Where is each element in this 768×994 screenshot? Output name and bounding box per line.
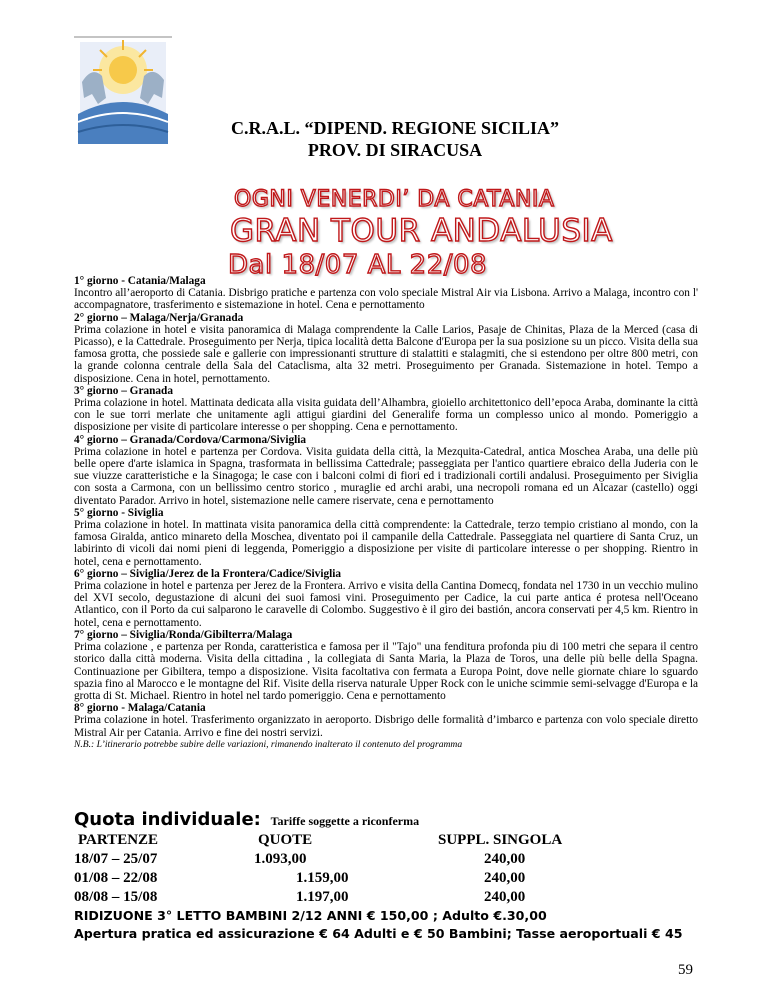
quota-value: 1.093,00 xyxy=(254,851,307,867)
pricing-section xyxy=(74,810,714,943)
page-number: 59 xyxy=(678,962,693,978)
day-description: Prima colazione in hotel. In mattinata visita panoramica della città comprendente: la Cattedrale, terzo tempio cristiano al mondo, con la famosa Giralda, antico minareto della Moschea, diventato poi il campanile della Cattedrale. Passeggiata nel quartiere di Santa Cruz, un labirinto di vicoli dai nomi pieni di leggenda, Pomeriggio a disposizione per visite di particolare interesse o per shopping. Rientro in hotel, cena e pernottamento. xyxy=(74,519,698,568)
day-heading: 8° giorno - Malaga/Catania xyxy=(74,702,206,715)
day-description: Incontro all’aeroporto di Catania. Disbrigo pratiche e partenza con volo speciale Mistral Air via Lisbona. Arrivo a Malaga, incontro con l' accompagnatore, trasferimento e sistemazione in hotel. Cena e pernottamento xyxy=(74,287,698,312)
pricing-row xyxy=(74,888,714,907)
day-heading: 3° giorno – Granada xyxy=(74,384,173,397)
day-description: Prima colazione in hotel. Trasferimento organizzato in aeroporto. Disbrigo delle formalità d’imbarco e partenza con volo speciale diretto Mistral Air per Catania. Arrivo e fine dei nostri servizi. xyxy=(74,714,698,739)
pricing-row xyxy=(74,869,714,888)
pricing-title: Quota individuale: xyxy=(74,809,261,830)
col-quote: QUOTE xyxy=(258,832,313,848)
day-heading: 5° giorno - Siviglia xyxy=(74,506,164,519)
pricing-row xyxy=(74,850,714,869)
quota-value: 1.159,00 xyxy=(296,870,349,886)
col-partenze: PARTENZE xyxy=(78,832,159,848)
suppl-value: 240,00 xyxy=(484,889,526,905)
pricing-subtitle: Tariffe soggette a riconferma xyxy=(270,814,420,828)
departure-dates: 01/08 – 22/08 xyxy=(74,870,158,886)
day-heading: 4° giorno – Granada/Cordova/Carmona/Siviglia xyxy=(74,433,307,446)
day-description: Prima colazione in hotel e partenza per Jerez de la Frontera. Arrivo e visita della Cantina Domecq, fondata nel 1730 in un vecchio mulino del XVI secolo, degustazione di alcuni dei suoi famosi vini. Proseguimento per Cadice, la cui parte antica é protesa nell'Oceano Atlantico, con il Porto da cui salparono le caravelle di Colombo. Suggestivo è il giro dei bastión, ancora conservati per 4,5 km. Rientro in hotel, cena e pernottamento. xyxy=(74,580,698,629)
day-description: Prima colazione in hotel e partenza per Cordova. Visita guidata della città, la Mezquita-Catedral, antica Moschea Araba, una delle più belle opere d'arte islamica in Spagna, trasformata in bellissima Cattedrale; passeggiata per l'antico quartiere ebraico della Juderia con le sue viuzze caratteristiche e la Sinagoga; le case con i balconi colmi di fiori ed i tradizionali cortili andalusi. Proseguimento per Siviglia con sosta a Carmona, con un bellissimo centro storico , muraglie ed archi arabi, una necropoli romana ed un Alcazar (castello) oggi diventato Parador. Arrivo in hotel, sistemazione nelle camere riservate, cena e pernottamento xyxy=(74,445,698,507)
org-name: C.R.A.L. “DIPEND. REGIONE SICILIA” xyxy=(230,118,560,138)
col-suppl-singola: SUPPL. SINGOLA xyxy=(438,832,563,848)
day-heading: 1° giorno - Catania/Malaga xyxy=(74,275,206,287)
departure-heading: OGNI VENERDI’ DA CATANIA xyxy=(234,187,555,212)
date-range-heading: Dal 18/07 AL 22/08 xyxy=(228,250,488,280)
suppl-value: 240,00 xyxy=(484,870,526,886)
departure-dates: 18/07 – 25/07 xyxy=(74,851,158,867)
day-description: Prima colazione in hotel e visita panoramica di Malaga comprendente la Calle Larios, Pasaje de Chinitas, Plaza de la Merced (casa di Picasso), e la Cattedrale. Proseguimento per Nerja, tipica località detta Balcone d'Europa per la sua posizione su un picco. Visita della sua famosa grotta, che possiede sale e gallerie con impressionanti strutture di stalattiti e stalagmiti, che si estendono per oltre 800 metri, con la grande colonna centrale della Sala del Cataclisma, alta 32 metri. Proseguimento per Granada. Sistemazione in hotel. Tempo a disposizione. Cena in hotel, pernottamento. xyxy=(74,323,698,385)
tour-title: GRAN TOUR ANDALUSIA xyxy=(230,213,613,249)
quota-value: 1.197,00 xyxy=(296,889,349,905)
day-heading: 7° giorno – Siviglia/Ronda/Gibilterra/Malaga xyxy=(74,628,293,641)
suppl-value: 240,00 xyxy=(484,851,526,867)
pricing-header-row xyxy=(74,831,714,850)
itinerary-note: N.B.: L’itinerario potrebbe subire delle variazioni, rimanendo inalterato il contenuto del programma xyxy=(74,738,463,750)
departure-dates: 08/08 – 15/08 xyxy=(74,889,158,905)
day-description: Prima colazione , e partenza per Ronda, caratteristica e famosa per il "Tajo" una fenditura profonda piu di 100 metri che separa il centro storico dalla città moderna. Visita della cittadina , la collegiata di Santa Maria, la Plaza de Toros, una delle più belle della Spagna. Continuazione per Gibiltera, tempo a disposizione. Visita facoltativa con fermata a Europa Point, dove nelle giornate chiare lo sguardo spazia fino al Marocco e le montagne del Rif. Visite della riserva naturale Upper Rock con le uniche scimmie semi-selvagge d'Europa e la grotta di St. Michael. Rientro in hotel nel tardo pomeriggio. Cena e pernottamento xyxy=(74,641,698,702)
organization-header xyxy=(0,117,768,161)
day-description: Prima colazione in hotel. Mattinata dedicata alla visita guidata dell’Alhambra, gioiello architettonico dell’epoca Araba, dominante la città con le sue torri merlate che unitamente agli attigui giardini del Generalife forma un complesso unico al mondo. Pomeriggio a disposizione per visite di particolare interesse o per shopping. Cena e pernottamento. xyxy=(74,397,698,434)
org-province: PROV. DI SIRACUSA xyxy=(307,140,483,160)
day-heading: 2° giorno – Malaga/Nerja/Granada xyxy=(74,311,244,324)
insurance-fees: Apertura pratica ed assicurazione € 64 Adulti e € 50 Bambini; Tasse aeroportuali € 45 xyxy=(74,926,683,941)
itinerary xyxy=(74,275,698,751)
child-discount: RIDIZUONE 3° LETTO BAMBINI 2/12 ANNI € 150,00 ; Adulto €.30,00 xyxy=(74,908,547,923)
day-heading: 6° giorno – Siviglia/Jerez de la Frontera/Cadice/Siviglia xyxy=(74,567,342,580)
